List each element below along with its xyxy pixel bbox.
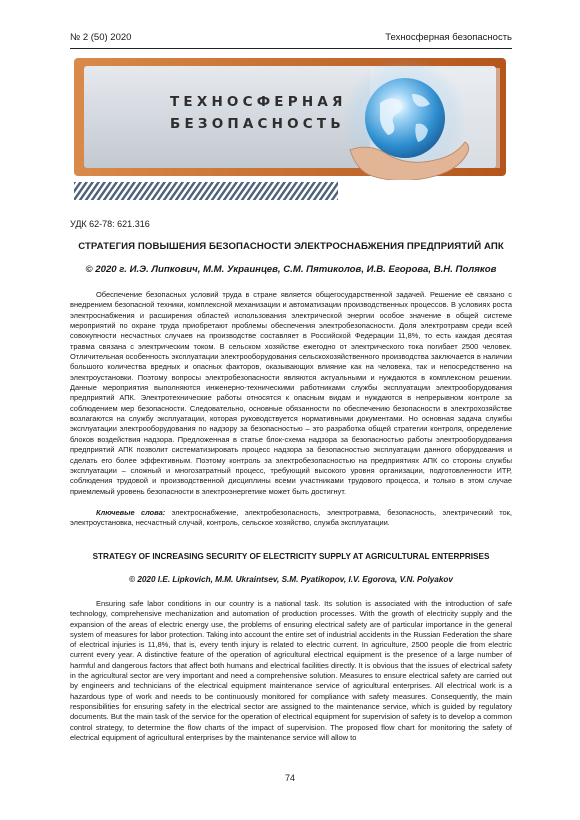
globe-icon: [365, 78, 445, 158]
abstract-ru: [70, 290, 512, 497]
keywords-text: электроснабжение, электробезопасность, электротравма, безопасность, электрический ток, электроустановка, несчастный случай, контроль, сельское хозяйство, служба эксплуатации.: [70, 508, 512, 528]
journal-name: Техносферная безопасность: [385, 32, 512, 43]
article-title-en: STRATEGY OF INCREASING SECURITY OF ELECTRICITY SUPPLY AT AGRICULTURAL ENTERPRISES: [92, 552, 490, 561]
running-header: [70, 32, 512, 46]
page-number: 74: [284, 773, 295, 783]
banner-title-line1: ТЕХНОСФЕРНАЯ: [170, 94, 347, 110]
article-authors-en: © 2020 I.E. Lipkovich, M.M. Ukraintsev, S.M. Pyatikopov, I.V. Egorova, V.N. Polyakov: [129, 575, 453, 584]
udk-code: УДК 62-78: 621.316: [70, 219, 150, 229]
article-authors: © 2020 г. И.Э. Липкович, М.М. Украинцев, С.М. Пятиколов, И.В. Егорова, В.Н. Поляков: [85, 264, 497, 275]
abstract-en-text: Ensuring safe labor conditions in our country is a national task. Its solution is associated with the introduction of safe technology, comprehensive mechanization and automation of production processes. With the growth of electricity supply and the expansion of the areas of electric energy use, the problems of ensuring electrical safety are of particular importance in the general system of measures for labor protection. Taking into account the entire set of industrial accidents in the Russian Federation the share of electrical injuries is 11,8%, that is, every tenth injury is related to electric current. In agriculture, 2500 people die from electric current every year. A distinctive feature of the operation of agricultural electrical equipment is the presence of a large number of harmful and dangerous factors that affect both humans and electrical facilities directly. It is obvious that the issues of electrical safety in the agricultural sector are very important and need a comprehensive solution. Measures to ensure electrical safety are carried out by engineers and technicians of the electrical equipment maintenance service of agricultural enterprises. All electrical work is a hazardous type of work and needs to be continuously monitored for compliance with safety measures. Consequently, the main responsibilities for ensuring safety in the electrical sector are assigned to the maintenance service, which is guided by regulatory documents. But the main task of the service for the operation of electrical equipment for supervision of safety is to develop a common control strategy, to determine the flow charts of the impact of supervision. The proposed flow chart for monitoring the safety of electrical equipment of agricultural enterprises by the maintenance service will allow to: [70, 599, 512, 742]
keywords-label: Ключевые слова:: [96, 508, 166, 517]
abstract-en: [70, 599, 512, 743]
abstract-ru-text: Обеспечение безопасных условий труда в стране является общегосударственной задачей. Решение её связано с внедрением безопасной техники, комплексной механизации и автоматизации производственных процессов. В условиях роста электроснабжения и расширения областей использования электрической энергии особое значение в общей системе мероприятий по охране труда приобретают проблемы обеспечения электробезопасности. Доля электротравм среди всей совокупности несчастных случаев на производстве составляет в Российской Федерации 11,8%, то есть каждая десятая травма связана с электрическим током. В сельском хозяйстве ежегодно от электрического тока погибает 2500 человек. Отличительная особенность эксплуатации электрооборудования сельскохозяйственного производства заключается в наличии большого количества вредных и опасных факторов, оказывающих влияние как на человека, так и непосредственно на электроустановки. Поэтому вопросы электробезопасности являются актуальными и нуждаются в комплексном решении. Данные мероприятия выполняются инженерно-техническими работниками службы эксплуатации электрооборудования предприятий АПК. Электротехнические работы относятся к опасным видам и нуждаются в непрерывном контроле за соблюдением мер безопасности. Следовательно, основные обязанности по обеспечению безопасности в электрохозяйстве возлагаются на службу эксплуатации, которая руководствуется нормативными документами. Но основная задача службы эксплуатации электрооборудования по надзору за безопасностью – это разработка общей стратегии контроля, определение блоков воздействия надзора. Предложенная в статье блок-схема надзора за безопасностью работы электрооборудования предприятий АПК позволит систематизировать процесс надзора за безопасностью эксплуатации данного оборудования и сделать его более эффективным. Поэтому контроль за электробезопасностью на предприятиях АПК со стороны службы эксплуатации – сложный и многозатратный процесс, требующий высокого уровня организации, подготовленности ИТР, соблюдения трудовой и производственной дисциплины всеми участниками трудового процесса, и только в этом случае приемлемый уровень безопасности в электроэнергетике может быть достигнут.: [70, 290, 512, 496]
issue-number: № 2 (50) 2020: [70, 32, 132, 43]
keywords-ru: [70, 508, 512, 529]
header-rule: [70, 48, 512, 49]
journal-banner: [70, 58, 510, 208]
banner-graphic: [70, 58, 510, 208]
banner-title-line2: БЕЗОПАСНОСТЬ: [170, 116, 345, 132]
article-title: СТРАТЕГИЯ ПОВЫШЕНИЯ БЕЗОПАСНОСТИ ЭЛЕКТРОСНАБЖЕНИЯ ПРЕДПРИЯТИЙ АПК: [78, 241, 504, 252]
